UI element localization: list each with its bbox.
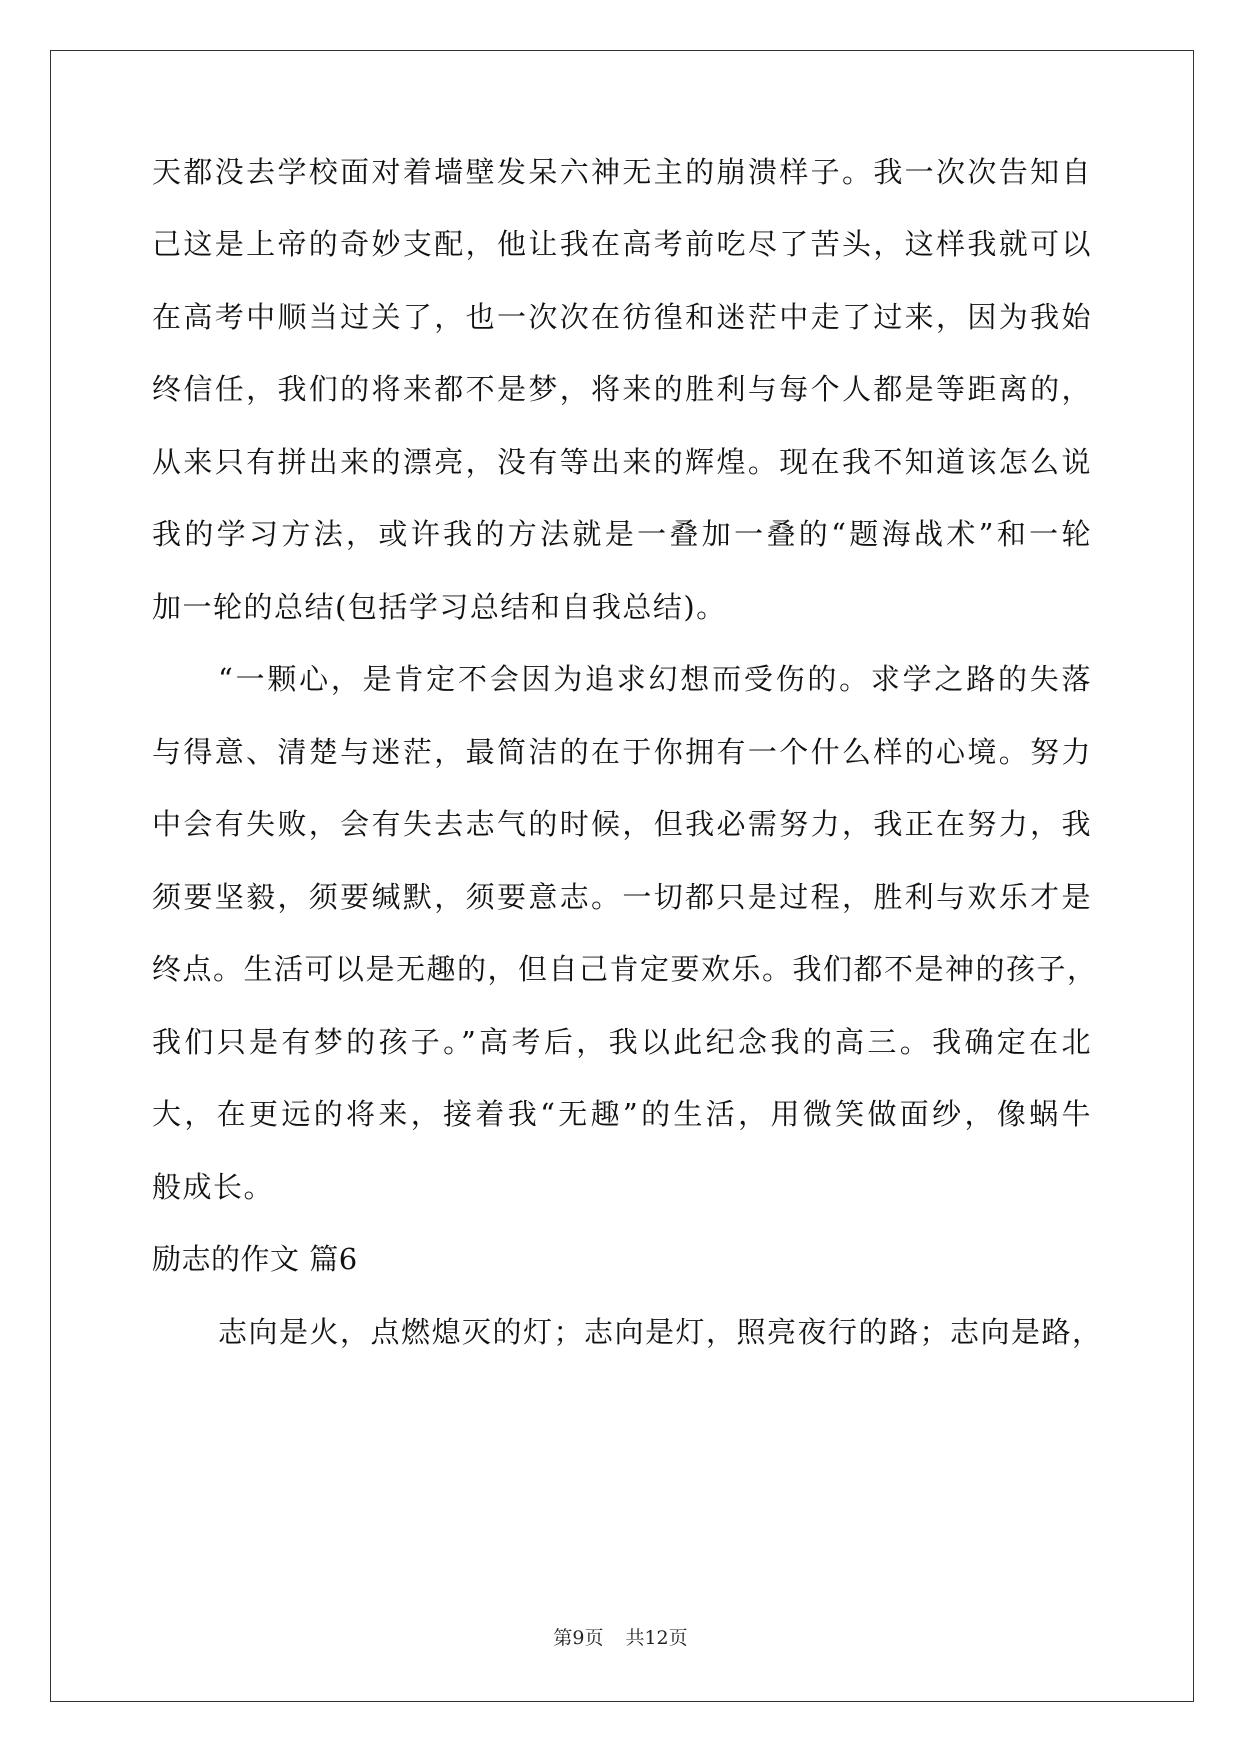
text-line: 须要坚毅，须要缄默，须要意志。一切都只是过程，胜利与欢乐才是 [152,880,1092,914]
page-number: 第9页 [553,1627,604,1649]
text-line: 终点。生活可以是无趣的，但自己肯定要欢乐。我们都不是神的孩子， [152,952,1098,986]
text-line: “一颗心，是肯定不会因为追求幻想而受伤的。求学之路的失落 [218,662,1092,696]
text-line: 般成长。 [152,1170,275,1204]
text-line: 大，在更远的将来，接着我“无趣”的生活，用微笑做面纱，像蜗牛 [152,1097,1092,1131]
text-line: 我的学习方法，或许我的方法就是一叠加一叠的“题海战术”和一轮 [152,517,1092,551]
text-line: 从来只有拼出来的漂亮，没有等出来的辉煌。现在我不知道该怎么说 [152,445,1092,479]
text-line: 天都没去学校面对着墙壁发呆六神无主的崩溃样子。我一次次告知自 [152,155,1092,189]
text-line: 在高考中顺当过关了，也一次次在彷徨和迷茫中走了过来，因为我始 [152,300,1092,334]
text-line: 我们只是有梦的孩子。”高考后，我以此纪念我的高三。我确定在北 [152,1025,1092,1059]
page-footer [0,1626,1241,1650]
page-total: 共12页 [625,1627,688,1649]
text-line: 己这是上帝的奇妙支配，他让我在高考前吃尽了苦头，这样我就可以 [152,227,1092,261]
text-line: 终信任，我们的将来都不是梦，将来的胜利与每个人都是等距离的， [152,372,1092,406]
text-line: 加一轮的总结(包括学习总结和自我总结)。 [152,590,727,624]
text-line: 中会有失败，会有失去志气的时候，但我必需努力，我正在努力，我 [152,807,1092,841]
text-line: 与得意、清楚与迷茫，最简洁的在于你拥有一个什么样的心境。努力 [152,735,1092,769]
section-heading: 励志的作文 篇6 [152,1242,358,1276]
text-line: 志向是火，点燃熄灭的灯；志向是灯，照亮夜行的路；志向是路， [218,1315,1103,1349]
